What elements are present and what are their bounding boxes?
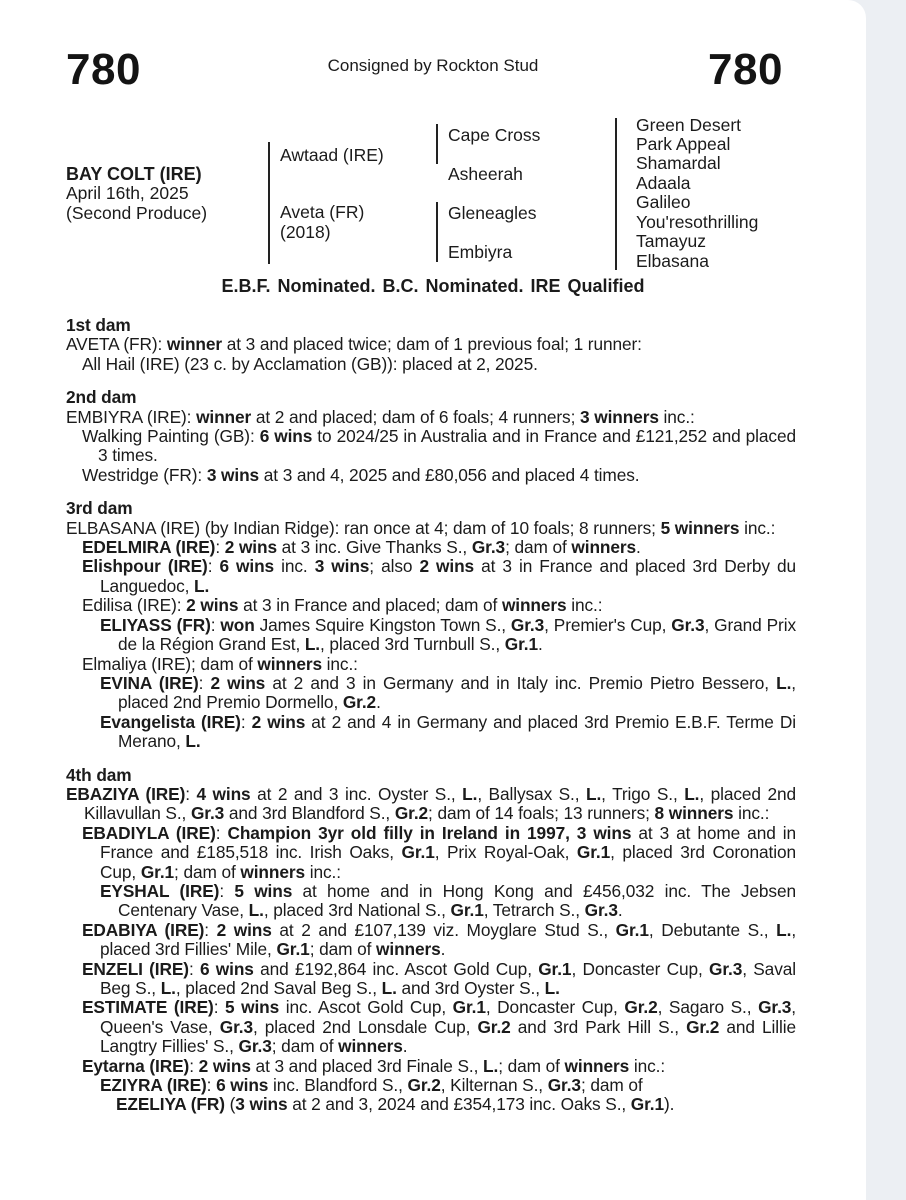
produce-entry: EZELIYA (FR) (3 wins at 2 and 3, 2024 and £354,173 inc. Oaks S., Gr.1). — [116, 1094, 675, 1115]
third-dam-produce-list — [66, 538, 796, 751]
pedigree-gen3-2: Park Appeal — [636, 134, 731, 154]
pedigree-gen3-7: Tamayuz — [636, 231, 707, 251]
section-heading-1st-dam: 1st dam — [66, 315, 131, 335]
horse-foaled: April 16th, 2025 — [66, 183, 189, 203]
produce-entry: EVINA (IRE): 2 wins at 2 and 3 in Germany and in Italy inc. Premio Pietro Bessero, L., placed 2nd Premio Dormello, Gr.2. — [100, 672, 796, 713]
section-heading-2nd-dam: 2nd dam — [66, 387, 137, 408]
pedigree-gen2-1: Cape Cross — [448, 125, 541, 145]
horse-name: BAY COLT (IRE) — [66, 164, 202, 184]
section-heading-4th-dam: 4th dam — [66, 764, 132, 785]
female-line — [66, 316, 796, 1115]
pedigree-bracket-2a — [436, 124, 438, 164]
pedigree-bracket-3 — [615, 118, 617, 270]
pedigree-gen2-3: Gleneagles — [448, 203, 537, 223]
section-heading-3rd-dam: 3rd dam — [66, 498, 133, 519]
consignor-line: Consigned by Rockton Stud — [327, 56, 539, 75]
pedigree-gen3-8: Elbasana — [636, 251, 709, 271]
granddam-produce: Walking Painting (GB): 6 wins to 2024/25 in Australia and in France and £121,252 and placed 3 times. — [82, 426, 796, 466]
lot-number-right: 780 — [708, 45, 783, 94]
produce-entry: Evangelista (IRE): 2 wins at 2 and 4 in Germany and placed 3rd Premio E.B.F. Terme Di Merano, L. — [100, 711, 796, 752]
granddam-record: EMBIYRA (IRE): winner at 2 and placed; dam of 6 foals; 4 runners; 3 winners inc.: — [66, 406, 695, 427]
produce-entry: EYSHAL (IRE): 5 wins at home and in Hong Kong and £456,032 inc. The Jebsen Centenary Vase, L., placed 3rd National S., Gr.1, Tetrarch S., Gr.3. — [100, 880, 796, 921]
produce-entry: EZIYRA (IRE): 6 wins inc. Blandford S., Gr.2, Kilternan S., Gr.3; dam of — [100, 1075, 643, 1096]
pedigree-gen3-6: You'resothrilling — [636, 212, 759, 232]
produce-entry: Edilisa (IRE): 2 wins at 3 in France and placed; dam of winners inc.: — [82, 595, 603, 616]
produce-entry: EDELMIRA (IRE): 2 wins at 3 inc. Give Thanks S., Gr.3; dam of winners. — [82, 537, 641, 558]
lot-number-left: 780 — [66, 45, 141, 94]
produce-entry: Elmaliya (IRE); dam of winners inc.: — [82, 653, 358, 674]
fourth-dam-record: EBAZIYA (IRE): 4 wins at 2 and 3 inc. Oyster S., L., Ballysax S., L., Trigo S., L., placed 2nd Killavullan S., Gr.3 and 3rd Blandford S., Gr.2; dam of 14 foals; 13 runners; 8 winners inc.: — [66, 783, 796, 824]
pedigree-gen3-4: Adaala — [636, 173, 691, 193]
pedigree-dam: Aveta (FR) — [280, 202, 365, 222]
third-dam-record: ELBASANA (IRE) (by Indian Ridge): ran once at 4; dam of 10 foals; 8 runners; 5 winners inc.: — [66, 517, 776, 538]
pedigree-bracket-2b — [436, 202, 438, 262]
pedigree-gen2-4: Embiyra — [448, 242, 513, 262]
fourth-dam-produce-list — [66, 824, 796, 1115]
pedigree-dam-year: (2018) — [280, 222, 331, 242]
produce-entry: ENZELI (IRE): 6 wins and £192,864 inc. Ascot Gold Cup, Gr.1, Doncaster Cup, Gr.3, Saval Beg S., L., placed 2nd Saval Beg S., L. and 3rd Oyster S., L. — [82, 958, 796, 998]
produce-entry: Elishpour (IRE): 6 wins inc. 3 wins; also 2 wins at 3 in France and placed 3rd Derby du Languedoc, L. — [82, 556, 796, 596]
produce-entry: ESTIMATE (IRE): 5 wins inc. Ascot Gold Cup, Gr.1, Doncaster Cup, Gr.2, Sagaro S., Gr.3, Queen's Vase, Gr.3, placed 2nd Lonsdale Cup, Gr.2 and 3rd Park Hill S., Gr.2 and Lillie Langtry Fillies' S., Gr.3; dam of winners. — [82, 997, 797, 1057]
produce-entry: ELIYASS (FR): won James Squire Kingston Town S., Gr.3, Premier's Cup, Gr.3, Grand Prix de la Région Grand Est, L., placed 3rd Turnbull S., Gr.1. — [100, 614, 796, 655]
dam-record: AVETA (FR): winner at 3 and placed twice; dam of 1 previous foal; 1 runner: — [66, 334, 642, 355]
produce-entry: EBADIYLA (IRE): Champion 3yr old filly in Ireland in 1997, 3 wins at 3 at home and in France and £185,518 inc. Irish Oaks, Gr.1, Prix Royal-Oak, Gr.1, placed 3rd Coronation Cup, Gr.1; dam of winners inc.: — [82, 822, 796, 882]
pedigree-gen2-2: Asheerah — [448, 164, 523, 184]
horse-produce: (Second Produce) — [66, 203, 208, 223]
granddam-produce: Westridge (FR): 3 wins at 3 and 4, 2025 and £80,056 and placed 4 times. — [82, 464, 640, 485]
produce-entry: EDABIYA (IRE): 2 wins at 2 and £107,139 viz. Moyglare Stud S., Gr.1, Debutante S., L., placed 3rd Fillies' Mile, Gr.1; dam of winners. — [82, 919, 797, 960]
dam-produce: All Hail (IRE) (23 c. by Acclamation (GB)): placed at 2, 2025. — [82, 353, 538, 374]
pedigree-gen3-1: Green Desert — [636, 115, 742, 135]
pedigree-bracket-1 — [268, 142, 270, 264]
pedigree-sire: Awtaad (IRE) — [280, 145, 384, 165]
produce-entry: Eytarna (IRE): 2 wins at 3 and placed 3rd Finale S., L.; dam of winners inc.: — [82, 1055, 666, 1076]
nominations-line: E.B.F. Nominated. B.C. Nominated. IRE Qualified — [221, 276, 645, 296]
pedigree-gen3-5: Galileo — [636, 192, 691, 212]
pedigree-gen3-3: Shamardal — [636, 153, 721, 173]
